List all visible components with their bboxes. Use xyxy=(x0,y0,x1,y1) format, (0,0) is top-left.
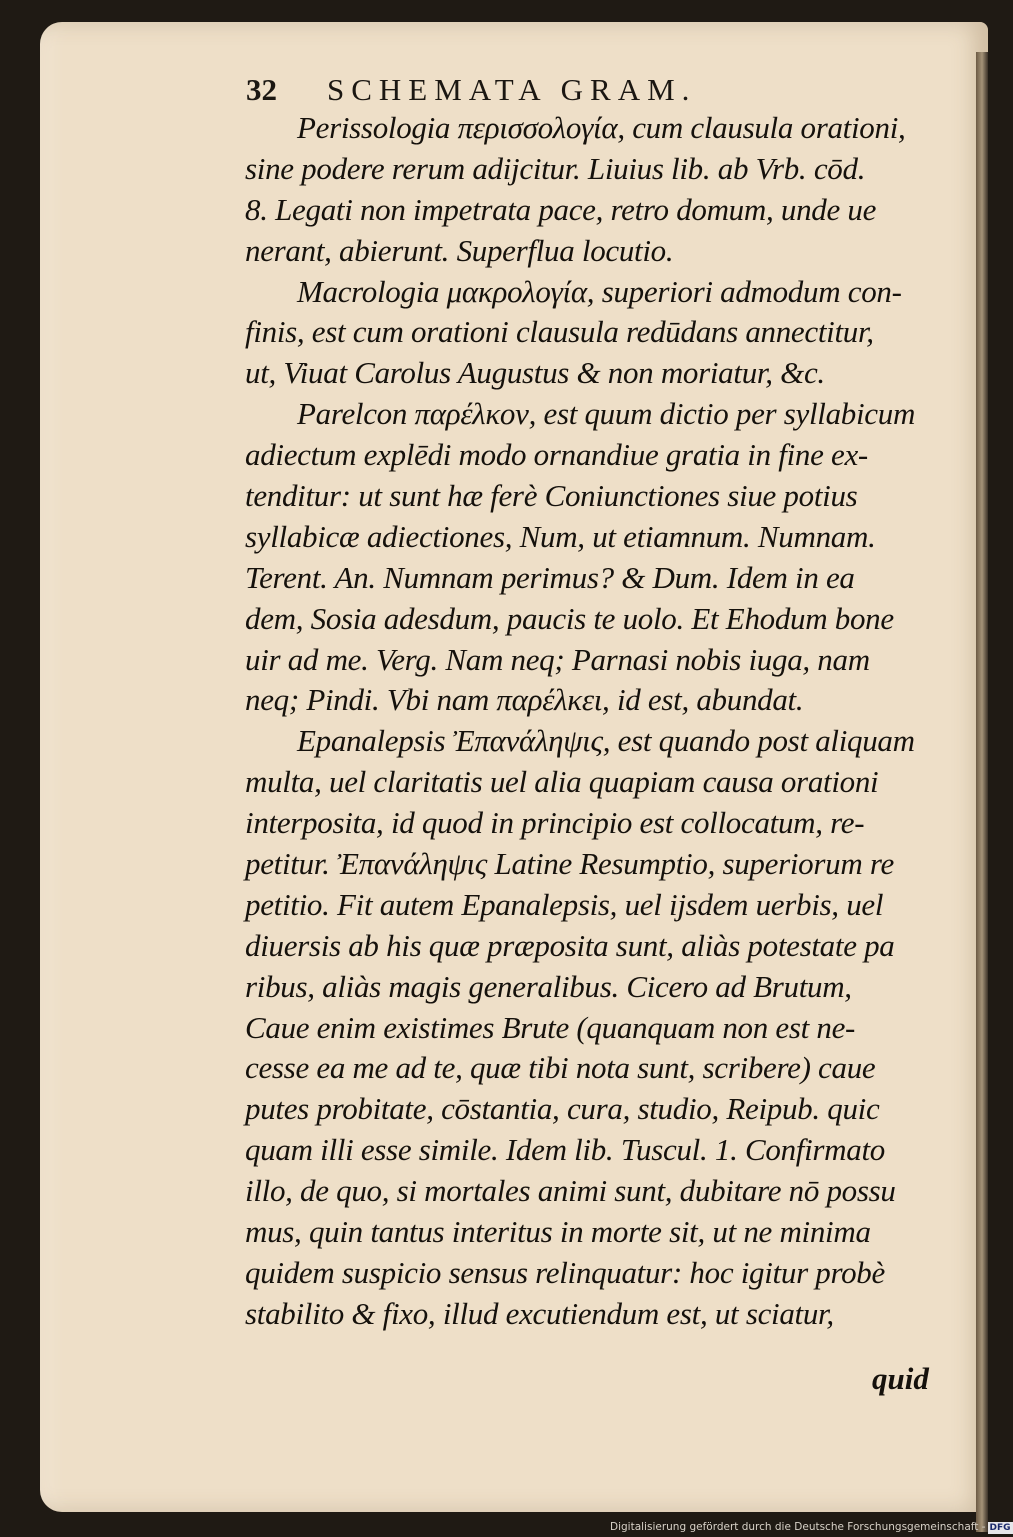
digitization-credit xyxy=(610,1519,1013,1535)
text-line: dem, Sosia adesdum, paucis te uolo. Et Ehodum bone xyxy=(245,600,894,636)
text-line: petitur. Ἐπανάληψις Latine Resumptio, superiorum re xyxy=(245,846,894,882)
text-line: cesse ea me ad te, quæ tibi nota sunt, scribere) caue xyxy=(245,1050,876,1086)
text-line: nerant, abierunt. Superflua locutio. xyxy=(245,232,674,268)
text-line: ribus, aliàs magis generalibus. Cicero ad Brutum, xyxy=(245,968,852,1004)
text-line: diuersis ab his quæ præposita sunt, aliàs potestate pa xyxy=(245,927,895,963)
running-title: SCHEMATA GRAM. xyxy=(327,72,697,107)
text-line: tenditur: ut sunt hæ ferè Coniunctiones siue potius xyxy=(245,478,858,514)
text-line: putes probitate, cōstantia, cura, studio, Reipub. quic xyxy=(245,1091,880,1127)
text-line: Macrologia μακρολογία, superiori admodum con- xyxy=(297,273,902,309)
text-line: illo, de quo, si mortales animi sunt, dubitare nō possu xyxy=(245,1173,896,1209)
credit-text: Digitalisierung gefördert durch die Deutsche Forschungsgemeinschaft - xyxy=(610,1521,986,1533)
text-line: quidem suspicio sensus relinquatur: hoc igitur probè xyxy=(245,1254,885,1290)
page-edge xyxy=(976,52,988,1532)
text-line: Perissologia περισσολογία, cum clausula orationi, xyxy=(297,110,906,145)
text-line: petitio. Fit autem Epanalepsis, uel ijsdem uerbis, uel xyxy=(245,886,884,922)
text-line: ut, Viuat Carolus Augustus & non moriatur, &c. xyxy=(245,355,825,391)
text-line: Terent. An. Numnam perimus? & Dum. Idem in ea xyxy=(245,559,855,595)
text-line: 8. Legati non impetrata pace, retro domum, unde ue xyxy=(245,191,877,227)
text-line: adiectum explēdi modo ornandiue gratia in fine ex- xyxy=(245,437,868,473)
text-line: neq; Pindi. Vbi nam παρέλκει, id est, abundat. xyxy=(245,682,804,718)
text-line: quam illi esse simile. Idem lib. Tuscul. 1. Confirmato xyxy=(245,1132,885,1168)
text-line: Caue enim existimes Brute (quanquam non est ne- xyxy=(245,1009,856,1045)
dfg-logo: DFG xyxy=(989,1523,1011,1533)
text-line: sine podere rerum adijcitur. Liuius lib. ab Vrb. cōd. xyxy=(245,150,866,186)
page-number: 32 xyxy=(246,72,277,107)
text-line: Parelcon παρέλκον, est quum dictio per syllabicum xyxy=(297,396,916,432)
text-line: stabilito & fixo, illud excutiendum est, ut sciatur, xyxy=(245,1295,834,1331)
text-line: multa, uel claritatis uel alia quapiam causa orationi xyxy=(245,764,879,800)
catchword: quid xyxy=(872,1361,929,1396)
text-line: syllabicæ adiectiones, Num, ut etiamnum. Numnam. xyxy=(245,518,876,554)
text-line: mus, quin tantus interitus in morte sit, ut ne minima xyxy=(245,1214,871,1250)
text-line: Epanalepsis Ἐπανάληψις, est quando post aliquam xyxy=(297,723,915,759)
text-line: finis, est cum orationi clausula redūdans annectitur, xyxy=(245,314,874,350)
text-line: interposita, id quod in principio est collocatum, re- xyxy=(245,805,865,841)
body-text xyxy=(245,108,960,1335)
running-header xyxy=(246,72,866,108)
text-line: uir ad me. Verg. Nam neq; Parnasi nobis iuga, nam xyxy=(245,641,870,677)
